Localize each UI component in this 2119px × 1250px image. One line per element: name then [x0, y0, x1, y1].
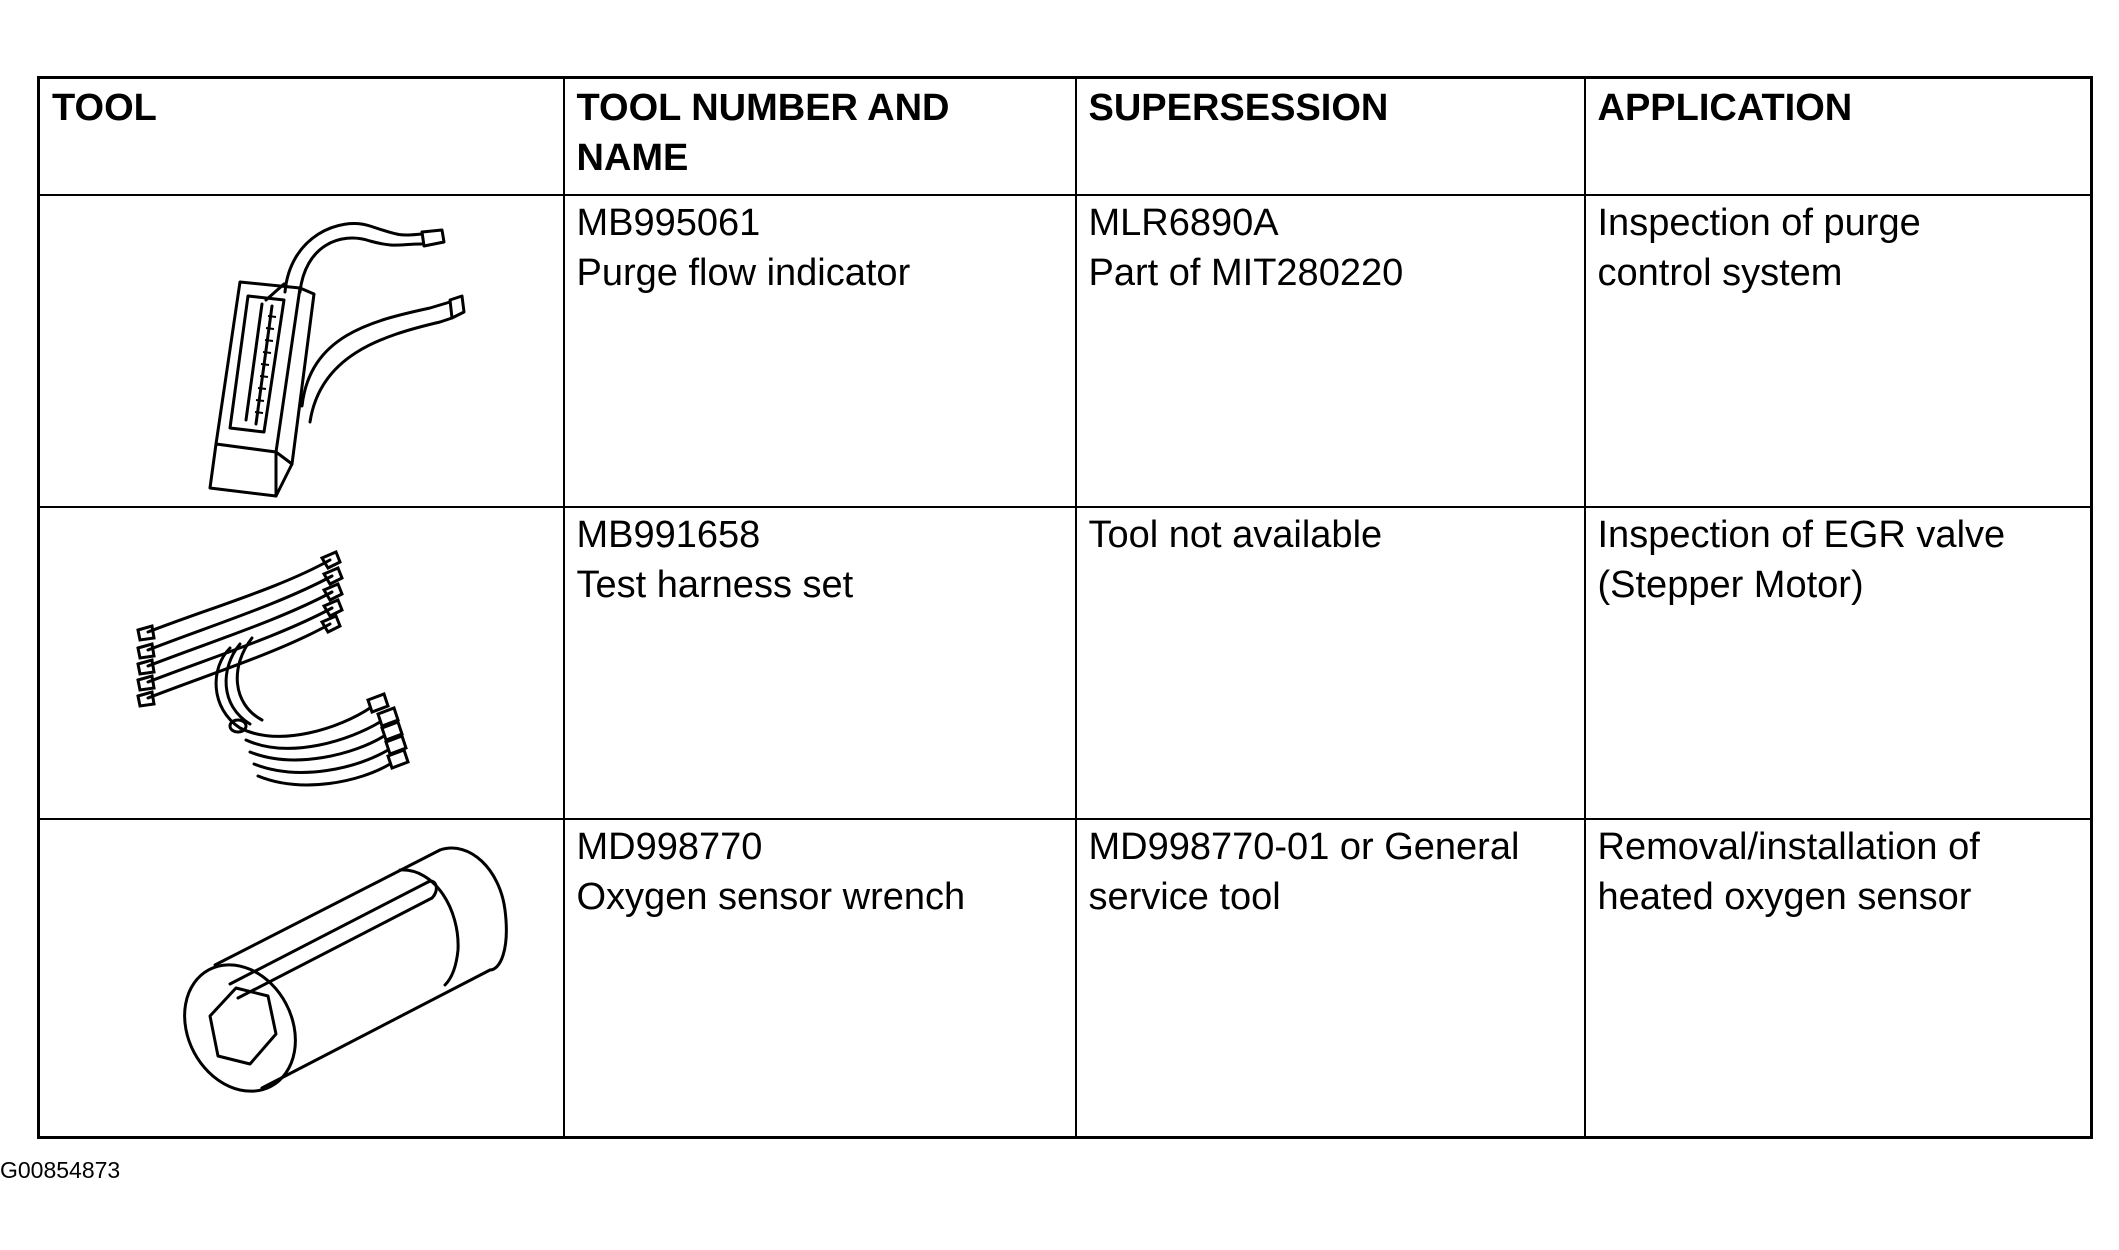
application-line: control system [1597, 251, 1843, 294]
tool-name: Test harness set [576, 563, 854, 606]
application-line: heated oxygen sensor [1597, 875, 1972, 918]
figure-code: G00854873 [0, 1157, 121, 1183]
tool-number-name-cell [564, 507, 1076, 819]
tool-number: MB995061 [576, 201, 761, 244]
application-line: (Stepper Motor) [1597, 563, 1864, 606]
header-application: APPLICATION [1585, 78, 2092, 195]
application-cell [1585, 195, 2092, 507]
supersession-line: MLR6890A [1088, 201, 1279, 244]
tool-number-name-cell [564, 819, 1076, 1138]
supersession-cell [1076, 195, 1585, 507]
supersession-line: MD998770-01 or General [1088, 825, 1520, 868]
supersession-line: Tool not available [1088, 513, 1383, 556]
application-line: Inspection of EGR valve [1597, 513, 2006, 556]
application-cell [1585, 819, 2092, 1138]
test-harness-set-illustration [40, 508, 560, 816]
tool-image-cell [39, 819, 564, 1138]
tool-name: Purge flow indicator [576, 251, 911, 294]
header-tool-number-and-name: TOOL NUMBER AND NAME [564, 78, 1076, 195]
supersession-line: Part of MIT280220 [1088, 251, 1404, 294]
tool-number-name-cell [564, 195, 1076, 507]
table-header-row [39, 78, 2092, 195]
supersession-cell [1076, 507, 1585, 819]
application-line: Removal/installation of [1597, 825, 1980, 868]
application-cell [1585, 507, 2092, 819]
tool-image-cell [39, 507, 564, 819]
table-row [39, 819, 2092, 1138]
application-line: Inspection of purge [1597, 201, 1921, 244]
special-tools-table [37, 76, 2093, 1139]
purge-flow-indicator-illustration [40, 196, 560, 504]
tool-image-cell [39, 195, 564, 507]
supersession-cell [1076, 819, 1585, 1138]
tool-number: MD998770 [576, 825, 763, 868]
tool-name: Oxygen sensor wrench [576, 875, 966, 918]
header-supersession: SUPERSESSION [1076, 78, 1585, 195]
header-tool: TOOL [39, 78, 564, 195]
table-row [39, 195, 2092, 507]
table-row [39, 507, 2092, 819]
supersession-line: service tool [1088, 875, 1281, 918]
tool-number: MB991658 [576, 513, 761, 556]
oxygen-sensor-wrench-illustration [40, 820, 560, 1136]
